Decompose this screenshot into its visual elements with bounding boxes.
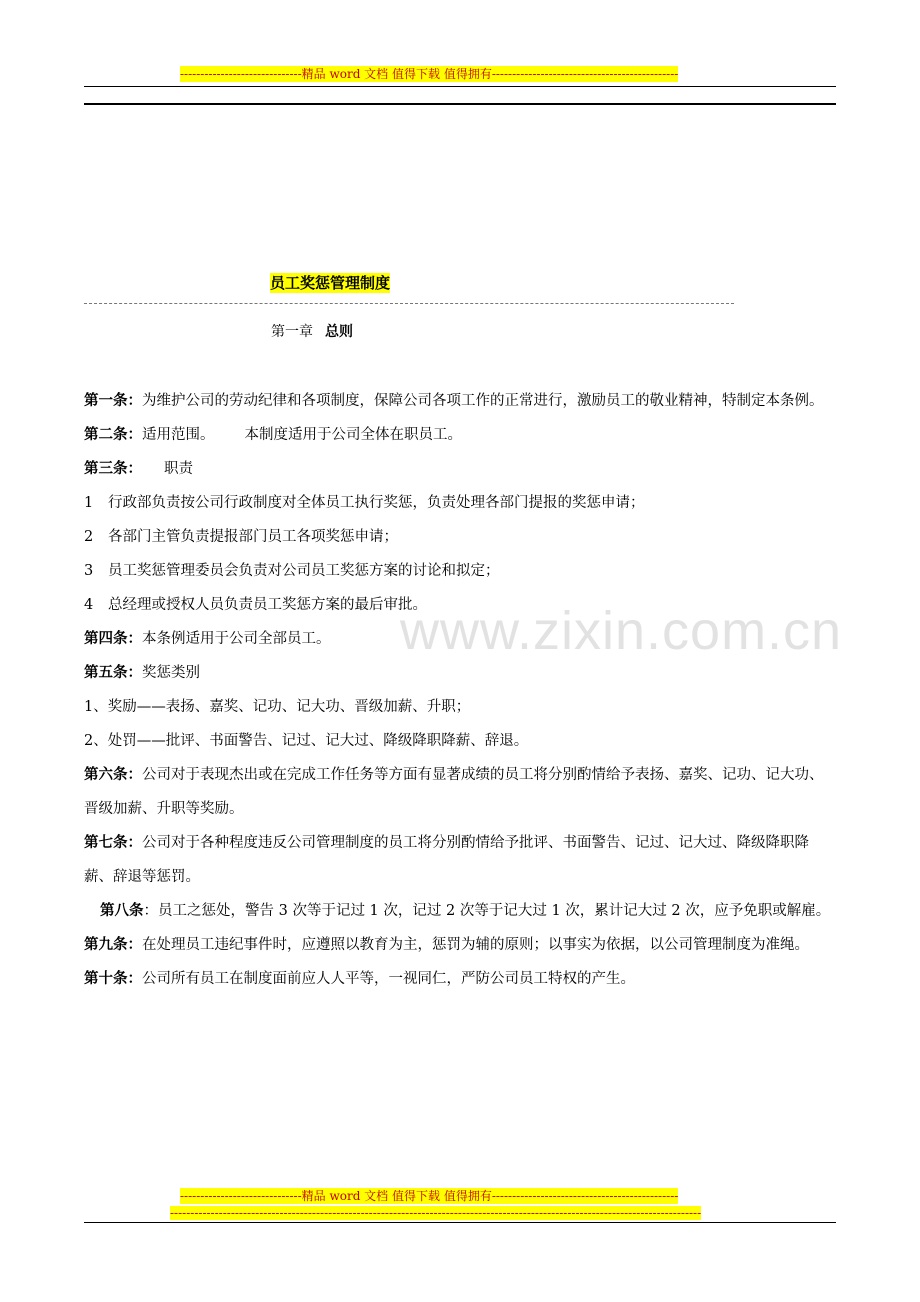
article-label: 第五条： bbox=[84, 664, 142, 681]
article-label: 第七条： bbox=[84, 834, 142, 851]
article-text: 职责 bbox=[164, 461, 193, 477]
article-2 bbox=[84, 418, 836, 452]
list-item bbox=[84, 486, 836, 520]
footer-banner: ------------------------------精品 word 文档 值得下载 值得拥有---------------------------------------------- bbox=[180, 1189, 679, 1203]
list-text: 总经理或授权人员负责员工奖惩方案的最后审批。 bbox=[108, 597, 427, 613]
article-7 bbox=[84, 826, 836, 894]
article-label: 第九条： bbox=[84, 936, 142, 953]
article-6 bbox=[84, 758, 836, 826]
chapter-label: 第一章 bbox=[271, 324, 313, 340]
article-label: 第十条： bbox=[84, 970, 142, 987]
article-text: 本制度适用于公司全体在职员工。 bbox=[244, 427, 462, 443]
chapter-title: 总则 bbox=[325, 324, 353, 340]
list-text: 行政部负责按公司行政制度对全体员工执行奖惩，负责处理各部门提报的奖惩申请； bbox=[108, 495, 645, 511]
article-text: 在处理员工违纪事件时，应遵照以教育为主，惩罚为辅的原则；以事实为依据，以公司管理制度为准绳。 bbox=[142, 937, 809, 953]
article-text: 公司对于表现杰出或在完成工作任务等方面有显著成绩的员工将分别酌情给予表扬、嘉奖、记功、记大功、晋级加薪、升职等奖励。 bbox=[84, 767, 824, 817]
list-number: 4 bbox=[84, 597, 94, 613]
document-body bbox=[84, 384, 836, 996]
list-item bbox=[84, 690, 836, 724]
article-label: 第六条： bbox=[84, 766, 142, 783]
list-item bbox=[84, 724, 836, 758]
header-banner: ------------------------------精品 word 文档 值得下载 值得拥有---------------------------------------------- bbox=[180, 67, 679, 81]
article-label: 第四条： bbox=[84, 630, 142, 647]
article-text: 奖惩类别 bbox=[142, 665, 200, 681]
list-number: 3 bbox=[84, 563, 94, 579]
article-label: 第一条： bbox=[84, 392, 142, 409]
list-item bbox=[84, 554, 836, 588]
article-text: ：员工之惩处，警告 3 次等于记过 1 次，记过 2 次等于记大过 1 次，累计记大过 2 次，应予免职或解雇。 bbox=[143, 903, 831, 919]
list-text: 2、处罚——批评、书面警告、记过、记大过、降级降职降薪、辞退。 bbox=[84, 733, 529, 749]
list-text: 各部门主管负责提报部门员工各项奖惩申请； bbox=[108, 529, 398, 545]
chapter-heading bbox=[271, 323, 353, 341]
article-label: 第三条： bbox=[84, 460, 142, 477]
list-number: 2 bbox=[84, 529, 94, 545]
article-text: 公司所有员工在制度面前应人人平等，一视同仁，严防公司员工特权的产生。 bbox=[142, 971, 635, 987]
list-item bbox=[84, 588, 836, 622]
article-text: 适用范围。 bbox=[142, 427, 215, 443]
article-10 bbox=[84, 962, 836, 996]
list-number: 1 bbox=[84, 495, 94, 511]
footer-dash-line: ----------------------------------------------------------------------------------------------------------------------------------- bbox=[170, 1206, 702, 1220]
header-rule-bottom bbox=[84, 103, 836, 105]
article-text: 本条例适用于公司全部员工。 bbox=[142, 631, 331, 647]
header-rule-top bbox=[84, 86, 836, 87]
article-text: 为维护公司的劳动纪律和各项制度，保障公司各项工作的正常进行，激励员工的敬业精神，特制定本条例。 bbox=[142, 393, 824, 409]
article-text: 公司对于各种程度违反公司管理制度的员工将分别酌情给予批评、书面警告、记过、记大过、降级降职降薪、辞退等惩罚。 bbox=[84, 835, 809, 885]
article-4 bbox=[84, 622, 836, 656]
article-8 bbox=[84, 894, 836, 928]
watermark: www.zixin.com.cn bbox=[400, 601, 843, 661]
article-5 bbox=[84, 656, 836, 690]
list-item bbox=[84, 520, 836, 554]
article-label: 第八条 bbox=[100, 902, 144, 919]
article-1 bbox=[84, 384, 836, 418]
footer-rule bbox=[84, 1222, 836, 1223]
article-3 bbox=[84, 452, 836, 486]
document-title: 员工奖惩管理制度 bbox=[270, 274, 391, 292]
list-text: 员工奖惩管理委员会负责对公司员工奖惩方案的讨论和拟定； bbox=[108, 563, 500, 579]
list-text: 1、奖励——表扬、嘉奖、记功、记大功、晋级加薪、升职； bbox=[84, 699, 471, 715]
article-label: 第二条： bbox=[84, 426, 142, 443]
article-9 bbox=[84, 928, 836, 962]
title-dash-divider bbox=[84, 303, 734, 304]
